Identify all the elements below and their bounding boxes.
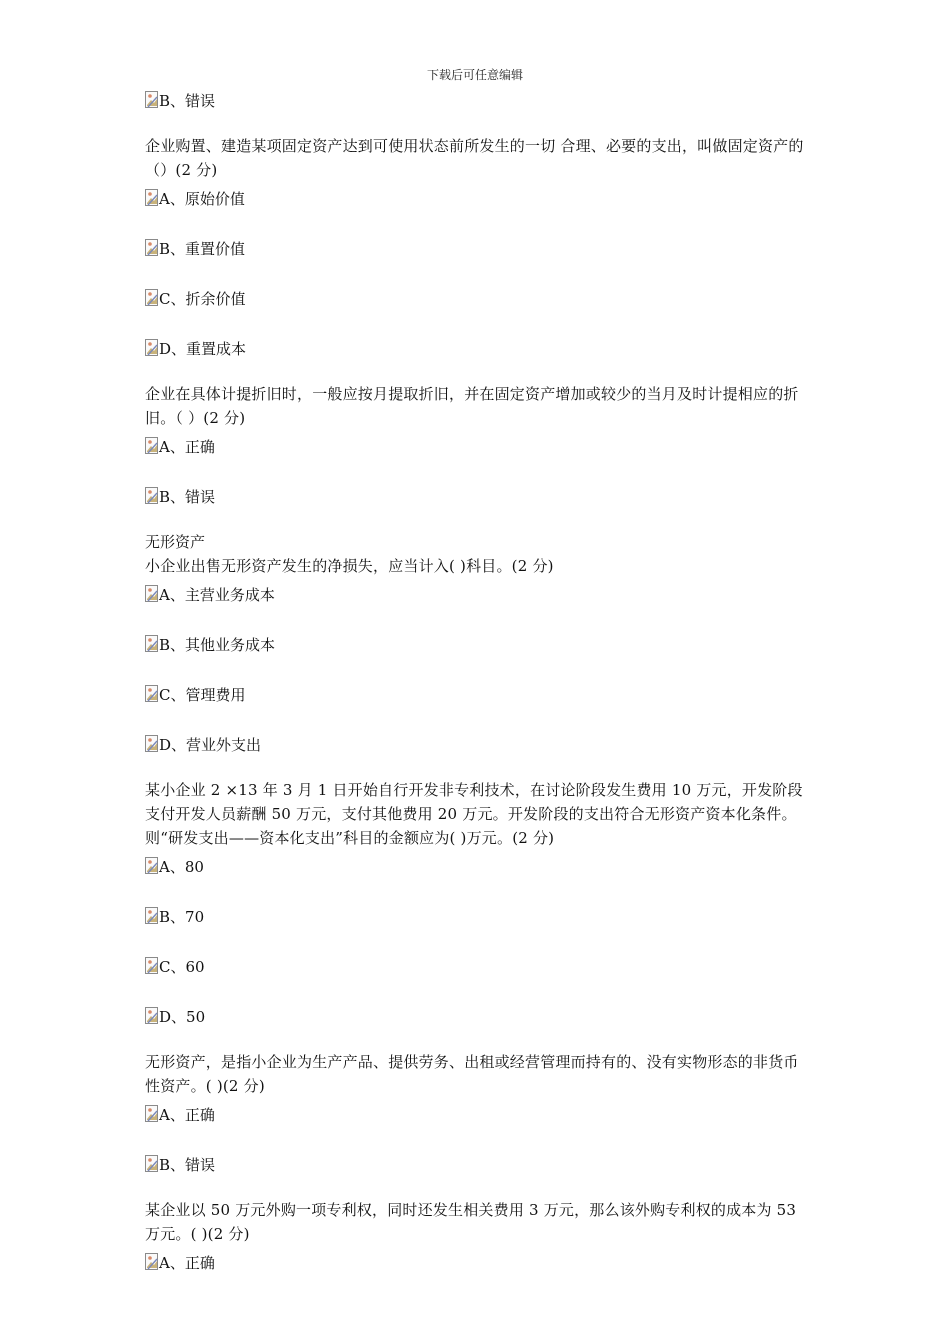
option-label: A、正确 (159, 1105, 215, 1124)
option-spacer (145, 212, 810, 234)
broken-image-icon (145, 635, 159, 653)
broken-image-icon (145, 1007, 159, 1025)
answer-option[interactable] (145, 1100, 810, 1128)
page-header: 下载后可任意编辑 (426, 68, 523, 82)
question-list (145, 86, 810, 1276)
answer-option[interactable] (145, 852, 810, 880)
answer-option[interactable] (145, 1248, 810, 1276)
answer-option[interactable] (145, 86, 810, 114)
option-spacer (145, 980, 810, 1002)
option-label: D、重置成本 (159, 339, 247, 358)
broken-image-icon (145, 239, 159, 257)
answer-option[interactable] (145, 482, 810, 510)
answer-option[interactable] (145, 284, 810, 312)
broken-image-icon (145, 189, 159, 207)
option-spacer (145, 460, 810, 482)
section-heading: 无形资产 (145, 533, 206, 551)
option-label: D、营业外支出 (159, 735, 262, 754)
option-label: B、错误 (159, 1155, 216, 1174)
broken-image-icon (145, 1105, 159, 1123)
answer-option[interactable] (145, 432, 810, 460)
question-text: 企业购置、建造某项固定资产达到可使用状态前所发生的一切 合理、必要的支出，叫做固定资产的（）(2 分) (145, 137, 804, 179)
answer-option[interactable] (145, 630, 810, 658)
answer-option[interactable] (145, 1002, 810, 1030)
answer-option[interactable] (145, 580, 810, 608)
option-label: B、重置价值 (159, 239, 246, 258)
question-text: 小企业出售无形资产发生的净损失，应当计入( )科目。(2 分) (145, 557, 554, 575)
option-label: B、错误 (159, 487, 216, 506)
option-spacer (145, 658, 810, 680)
broken-image-icon (145, 1155, 159, 1173)
option-spacer (145, 312, 810, 334)
answer-option[interactable] (145, 334, 810, 362)
answer-option[interactable] (145, 1150, 810, 1178)
option-spacer (145, 262, 810, 284)
option-label: D、50 (159, 1007, 206, 1026)
answer-option[interactable] (145, 234, 810, 262)
option-spacer (145, 708, 810, 730)
option-spacer (145, 880, 810, 902)
answer-option[interactable] (145, 952, 810, 980)
answer-option[interactable] (145, 680, 810, 708)
broken-image-icon (145, 685, 159, 703)
broken-image-icon (145, 1253, 159, 1271)
option-spacer (145, 930, 810, 952)
broken-image-icon (145, 339, 159, 357)
option-label: A、原始价值 (159, 189, 245, 208)
broken-image-icon (145, 289, 159, 307)
broken-image-icon (145, 437, 159, 455)
option-label: B、错误 (159, 91, 216, 110)
option-label: B、70 (159, 907, 205, 926)
answer-option[interactable] (145, 902, 810, 930)
option-label: B、其他业务成本 (159, 635, 276, 654)
option-label: C、折余价值 (159, 289, 246, 308)
answer-option[interactable] (145, 730, 810, 758)
broken-image-icon (145, 487, 159, 505)
option-label: A、主营业务成本 (159, 585, 275, 604)
question-text: 无形资产，是指小企业为生产产品、提供劳务、出租或经营管理而持有的、没有实物形态的非货币性资产。( )(2 分) (145, 1053, 799, 1095)
question-text: 某企业以 50 万元外购一项专利权，同时还发生相关费用 3 万元，那么该外购专利权的成本为 53 万元。( )(2 分) (145, 1201, 797, 1243)
broken-image-icon (145, 585, 159, 603)
option-label: C、60 (159, 957, 205, 976)
option-label: C、管理费用 (159, 685, 246, 704)
option-spacer (145, 608, 810, 630)
option-label: A、正确 (159, 437, 215, 456)
question-text: 企业在具体计提折旧时，一般应按月提取折旧，并在固定资产增加或较少的当月及时计提相应的折旧。（ ）(2 分) (145, 385, 799, 427)
broken-image-icon (145, 735, 159, 753)
option-spacer (145, 1128, 810, 1150)
option-label: A、80 (159, 857, 204, 876)
broken-image-icon (145, 907, 159, 925)
broken-image-icon (145, 957, 159, 975)
question-text: 某小企业 2 ×13 年 3 月 1 日开始自行开发非专利技术，在讨论阶段发生费用 10 万元，开发阶段支付开发人员薪酬 50 万元，支付其他费用 20 万元。开发阶段的支出符合无形资产资本化条件。则“研发支出——资本化支出”科目的金额应为( )万元。(2 分) (145, 781, 803, 847)
answer-option[interactable] (145, 184, 810, 212)
broken-image-icon (145, 857, 159, 875)
broken-image-icon (145, 91, 159, 109)
option-label: A、正确 (159, 1253, 215, 1272)
